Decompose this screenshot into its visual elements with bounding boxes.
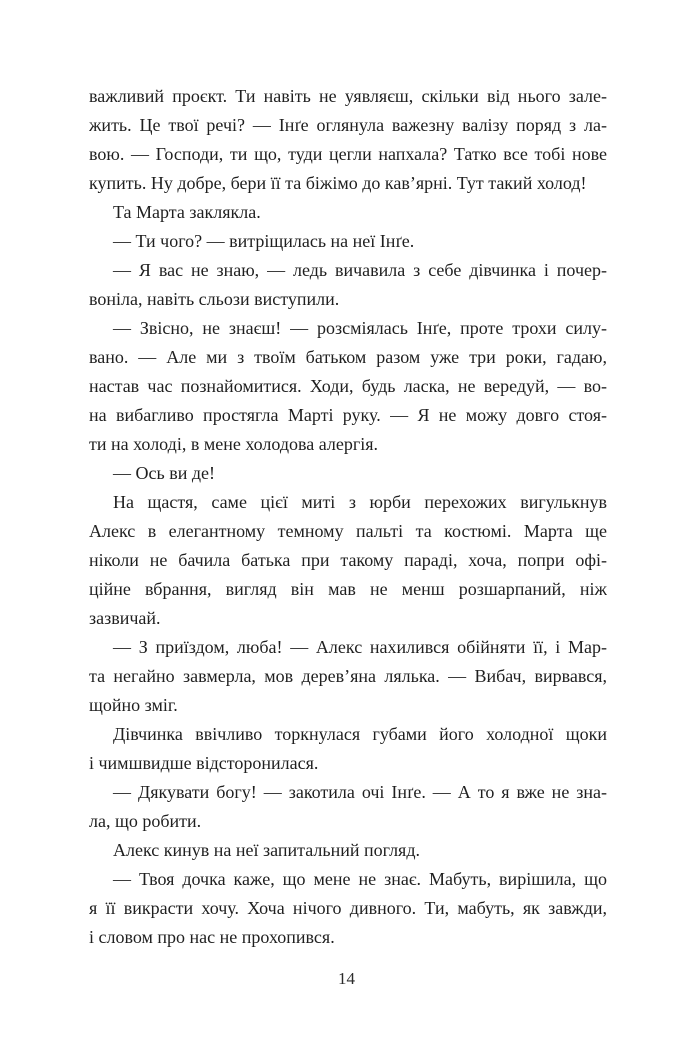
paragraph [89,198,607,227]
text-line: важливий проєкт. Ти навіть не уявляєш, скільки від нього зале- [89,86,607,106]
text-line: жить. Це твої речі? — Інґе оглянула важезну валізу поряд з ла- [89,115,607,135]
text-line: ніколи не бачила батька при такому параді, хоча, попри офі- [89,550,607,570]
text-line: — З приїздом, люба! — Алекс нахилився обійняти її, і Мар- [113,637,607,657]
text-line: і словом про нас не прохопився. [89,927,335,947]
paragraph [89,256,607,314]
text-line: — Дякувати богу! — закотила очі Інґе. — А то я вже не зна- [113,782,607,802]
paragraph [89,633,607,720]
text-line: — Я вас не знаю, — ледь вичавила з себе дівчинка і почер- [113,260,607,280]
paragraph [89,314,607,459]
text-line: зазвичай. [89,608,161,628]
text-line: вою. — Господи, ти що, туди цегли напхала? Татко все тобі нове [89,144,607,164]
text-line: — Ось ви де! [113,463,215,483]
text-line: Алекс кинув на неї запитальний погляд. [113,840,420,860]
text-line: — Твоя дочка каже, що мене не знає. Мабуть, вирішила, що [113,869,607,889]
text-line: та негайно завмерла, мов дерев’яна лялька. — Вибач, вирвався, [89,666,607,686]
text-line: ти на холоді, в мене холодова алергія. [89,434,379,454]
paragraph [89,488,607,633]
paragraph [89,720,607,778]
paragraph [89,865,607,952]
text-line: Та Марта заклякла. [113,202,261,222]
text-line: щойно зміг. [89,695,178,715]
text-line: ла, що робити. [89,811,202,831]
text-line: Алекс в елегантному темному пальті та костюмі. Марта ще [89,521,607,541]
text-line: на вибагливо простягла Марті руку. — Я не можу довго стоя- [89,405,607,425]
text-line: Дівчинка ввічливо торкнулася губами його холодної щоки [113,724,607,744]
paragraph [89,836,607,865]
text-line: На щастя, саме цієї миті з юрби перехожих вигулькнув [113,492,607,512]
paragraph [89,778,607,836]
text-line: і чимшвидше відсторонилася. [89,753,319,773]
paragraph [89,227,607,256]
text-line: — Ти чого? — витріщилась на неї Інґе. [113,231,415,251]
text-line: купить. Ну добре, бери її та біжімо до кав’ярні. Тут такий холод! [89,173,587,193]
text-line: воніла, навіть сльози виступили. [89,289,340,309]
paragraph [89,82,607,198]
text-line: вано. — Але ми з твоїм батьком разом уже три роки, гадаю, [89,347,607,367]
text-line: — Звісно, не знаєш! — розсміялась Інґе, проте трохи силу- [113,318,607,338]
text-line: ційне вбрання, вигляд він мав не менш розшарпаний, ніж [89,579,607,599]
page-number: 14 [338,969,355,988]
text-line: я її викрасти хочу. Хоча нічого дивного. Ти, мабуть, як завжди, [89,898,607,918]
page-text [89,82,607,952]
text-line: настав час познайомитися. Ходи, будь ласка, не вередуй, — во- [89,376,607,396]
paragraph [89,459,607,488]
